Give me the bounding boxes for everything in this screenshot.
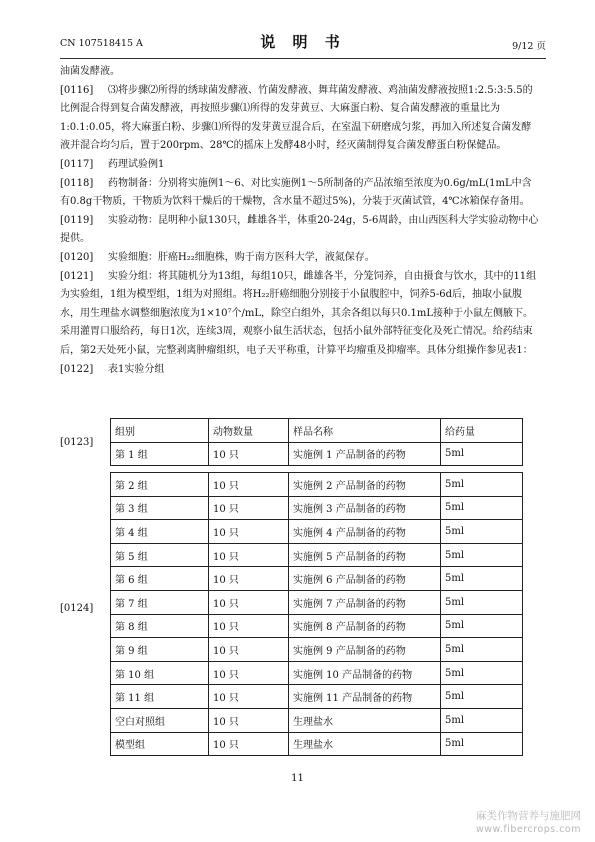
table-cell: 第 2 组 bbox=[111, 473, 209, 497]
table-cell: 10 只 bbox=[209, 496, 289, 520]
table1-tag: [0123] bbox=[60, 437, 94, 448]
page-title: 说 明 书 bbox=[260, 33, 346, 51]
table-cell: 5ml bbox=[441, 520, 523, 544]
table-cell: 第 1 组 bbox=[111, 442, 209, 466]
paragraph-continuation bbox=[60, 63, 540, 82]
paragraph-tag: [0122] bbox=[60, 363, 94, 375]
table-cell: 生理盐水 bbox=[289, 708, 441, 732]
column-header: 样品名称 bbox=[289, 419, 441, 443]
table-cell: 10 只 bbox=[209, 638, 289, 662]
document-number: CN 107518415 A bbox=[60, 38, 143, 49]
paragraph-text: 油菌发酵液。 bbox=[60, 66, 120, 77]
table-cell: 第 4 组 bbox=[111, 520, 209, 544]
table2-tag: [0124] bbox=[60, 603, 94, 614]
table-cell: 实施例 8 产品制备的药物 bbox=[289, 614, 441, 638]
header-divider bbox=[60, 58, 546, 59]
table-row bbox=[111, 543, 523, 567]
watermark-site-name: 麻类作物营养与施肥网 bbox=[476, 810, 581, 822]
table-cell: 实施例 11 产品制备的药物 bbox=[289, 685, 441, 709]
table-cell: 5ml bbox=[441, 496, 523, 520]
table-row bbox=[111, 685, 523, 709]
table-row bbox=[111, 473, 523, 497]
table-cell: 10 只 bbox=[209, 708, 289, 732]
table-row bbox=[111, 567, 523, 591]
table-cell: 5ml bbox=[441, 590, 523, 614]
paragraph-tag: [0117] bbox=[60, 158, 94, 170]
table-cell: 实施例 1 产品制备的药物 bbox=[289, 442, 441, 466]
document-body bbox=[60, 63, 540, 379]
table-cell: 第 6 组 bbox=[111, 567, 209, 591]
table-cell: 第 5 组 bbox=[111, 543, 209, 567]
table-cell: 5ml bbox=[441, 543, 523, 567]
table-row bbox=[111, 590, 523, 614]
site-watermark bbox=[476, 810, 581, 836]
page-header bbox=[60, 30, 546, 56]
paragraph-text: 实验分组：将其随机分为13组，每组10只，雌雄各半，分笼饲养，自由摄食与饮水，其中的11组为实验组，1组为模型组，1组为对照组。将H₂₂肝癌细胞分别接于小鼠腹腔中，饲养5-6d后，抽取小鼠腹水，用生理盐水调整细胞浓度为1×10⁷个/mL，除空白组外，其余各组以每只0.1mL接种于小鼠左侧腋下。采用灌胃口服给药，每日1次，连续3周，观察小鼠生活状态，包括小鼠外部特征变化及死亡情况。给药结束后，第2天处死小鼠，完整剥离肿瘤组织，电子天平称重，计算平均瘤重及抑瘤率。具体分组操作参见表1： bbox=[60, 270, 537, 356]
table-cell: 空白对照组 bbox=[111, 708, 209, 732]
paragraph-text: ⑶将步骤⑵所得的绣球菌发酵液、竹菌发酵液、舞茸菌发酵液、鸡油菌发酵液按照1:2.5:3:5.5的比例混合得到复合菌发酵液，再按照步骤⑴所得的发芽黄豆、大麻蛋白粉、复合菌发酵液的重量比为1:0.1:0.05，将大麻蛋白粉、步骤⑴所得的发芽黄豆混合后，在室温下研磨成匀浆，再加入所述复合菌发酵液并混合均匀后，置于200rpm、28℃的摇床上发酵48小时，经灭菌制得复合菌发酵蛋白粉保健品。 bbox=[60, 84, 533, 152]
table-row bbox=[111, 442, 523, 466]
table-caption: 表1实验分组 bbox=[108, 363, 165, 375]
table-row bbox=[111, 708, 523, 732]
table-header-row bbox=[111, 419, 523, 443]
paragraph-text: 药物制备：分别将实施例1～6、对比实施例1～5所制备的产品浓缩至浓度为0.6g/mL(1mL中含有0.8g干物质，干物质为饮料干燥后的干燥物，含水量不超过5%)，分装于灭菌试管，4℃冰箱保存备用。 bbox=[60, 177, 532, 208]
table-cell: 第 7 组 bbox=[111, 590, 209, 614]
table-cell: 实施例 4 产品制备的药物 bbox=[289, 520, 441, 544]
paragraph-tag: [0121] bbox=[60, 270, 94, 282]
paragraph-0120 bbox=[60, 249, 540, 268]
paragraph-0117 bbox=[60, 156, 540, 175]
table-cell: 实施例 7 产品制备的药物 bbox=[289, 590, 441, 614]
table-cell: 实施例 3 产品制备的药物 bbox=[289, 496, 441, 520]
table-title-row bbox=[60, 361, 540, 380]
paragraph-0121 bbox=[60, 268, 540, 361]
paragraph-text: 实验动物：昆明种小鼠130只，雌雄各半，体重20-24g，5-6周龄，由山西医科大学实验动物中心提供。 bbox=[60, 214, 539, 245]
table-cell: 5ml bbox=[441, 638, 523, 662]
table-cell: 实施例 5 产品制备的药物 bbox=[289, 543, 441, 567]
table-row bbox=[111, 638, 523, 662]
table-cell: 5ml bbox=[441, 442, 523, 466]
table-cell: 第 8 组 bbox=[111, 614, 209, 638]
paragraph-text: 实验细胞：肝癌H₂₂细胞株，购于南方医科大学，液氮保存。 bbox=[108, 251, 375, 263]
table-row bbox=[111, 732, 523, 756]
table-cell: 5ml bbox=[441, 567, 523, 591]
table-cell: 第 11 组 bbox=[111, 685, 209, 709]
table-cell: 生理盐水 bbox=[289, 732, 441, 756]
table-cell: 10 只 bbox=[209, 473, 289, 497]
table-cell: 第 9 组 bbox=[111, 638, 209, 662]
table-row bbox=[111, 496, 523, 520]
table-row bbox=[111, 614, 523, 638]
table-cell: 5ml bbox=[441, 473, 523, 497]
table-cell: 5ml bbox=[441, 732, 523, 756]
table-row bbox=[111, 520, 523, 544]
table-cell: 10 只 bbox=[209, 614, 289, 638]
group-table-part2 bbox=[110, 472, 522, 756]
paragraph-0119 bbox=[60, 212, 540, 249]
paragraph-text: 药理试验例1 bbox=[108, 158, 165, 170]
table-cell: 10 只 bbox=[209, 661, 289, 685]
paragraph-tag: [0120] bbox=[60, 251, 94, 263]
table-cell: 5ml bbox=[441, 661, 523, 685]
column-header: 动物数量 bbox=[209, 419, 289, 443]
table-cell: 第 3 组 bbox=[111, 496, 209, 520]
table-cell: 实施例 2 产品制备的药物 bbox=[289, 473, 441, 497]
column-header: 给药量 bbox=[441, 419, 523, 443]
table-cell: 5ml bbox=[441, 708, 523, 732]
group-table-part1 bbox=[110, 418, 522, 466]
table-cell: 实施例 9 产品制备的药物 bbox=[289, 638, 441, 662]
table-cell: 模型组 bbox=[111, 732, 209, 756]
paragraph-0116 bbox=[60, 82, 540, 156]
table-cell: 实施例 6 产品制备的药物 bbox=[289, 567, 441, 591]
table-cell: 10 只 bbox=[209, 543, 289, 567]
table-cell: 实施例 10 产品制备的药物 bbox=[289, 661, 441, 685]
table-cell: 10 只 bbox=[209, 590, 289, 614]
table-cell: 5ml bbox=[441, 614, 523, 638]
table-cell: 10 只 bbox=[209, 567, 289, 591]
page-indicator: 9/12 页 bbox=[512, 41, 546, 52]
table-cell: 10 只 bbox=[209, 442, 289, 466]
table-cell: 10 只 bbox=[209, 520, 289, 544]
table-cell: 10 只 bbox=[209, 732, 289, 756]
paragraph-0118 bbox=[60, 175, 540, 212]
table-cell: 第 10 组 bbox=[111, 661, 209, 685]
paragraph-tag: [0119] bbox=[60, 214, 94, 226]
table-cell: 10 只 bbox=[209, 685, 289, 709]
paragraph-tag: [0118] bbox=[60, 177, 94, 189]
column-header: 组别 bbox=[111, 419, 209, 443]
watermark-url: www.fibercrops.com bbox=[475, 824, 581, 835]
table-cell: 5ml bbox=[441, 685, 523, 709]
paragraph-tag: [0116] bbox=[60, 84, 94, 96]
page-number: 11 bbox=[291, 773, 304, 784]
table-row bbox=[111, 661, 523, 685]
